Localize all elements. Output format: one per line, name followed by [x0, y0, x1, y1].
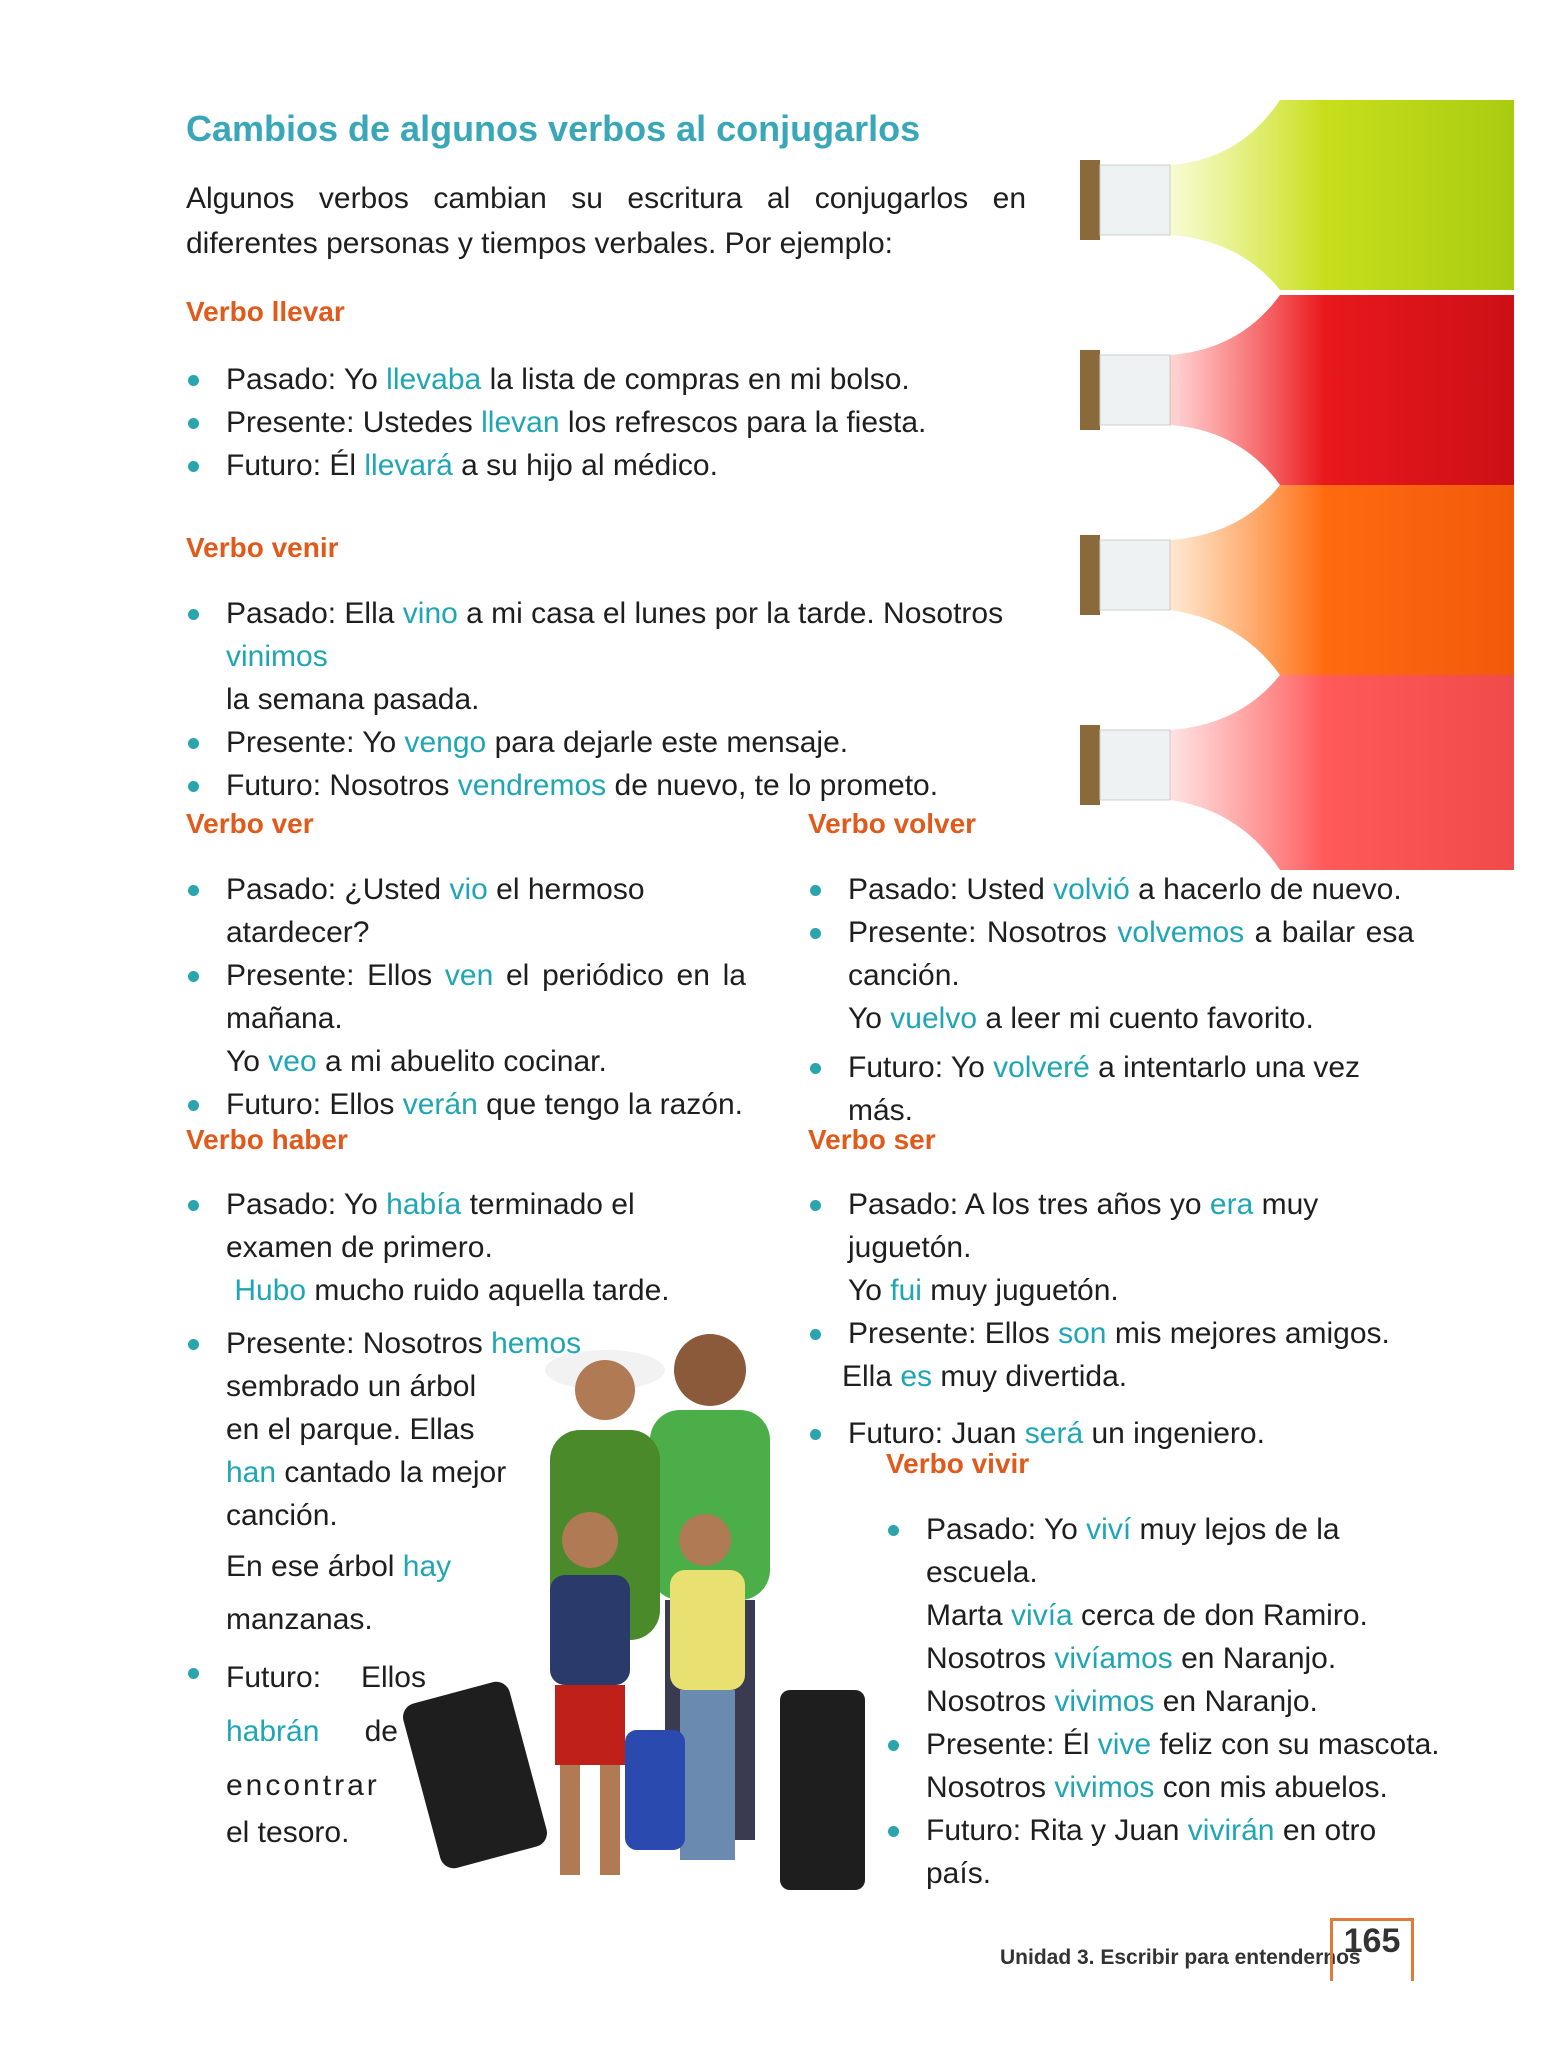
heading-ver: Verbo ver [186, 808, 314, 839]
list-item: Presente: Yo vengo para dejarle este mensaje. [186, 721, 1066, 764]
heading-vivir: Verbo vivir [886, 1448, 1030, 1479]
list-item: Futuro: Yo volveré a intentarlo una vez más. [808, 1046, 1414, 1132]
footer-unit-label: Unidad 3. Escribir para entendernos [1000, 1946, 1361, 1969]
intro-paragraph: Algunos verbos cambian su escritura al conjugarlos en diferentes personas y tiempos verbales. Por ejemplo: [186, 182, 1026, 260]
list-item: Presente: Ellos ven el periódico en la mañana. Yo veo a mi abuelito cocinar. [186, 954, 746, 1083]
page-title: Cambios de algunos verbos al conjugarlos [186, 108, 921, 149]
list-item: Futuro: Ellos habrán de encontrar el tesoro. [186, 1651, 746, 1853]
list-venir [186, 592, 1066, 807]
list-item: Pasado: Yo había terminado el examen de primero. Hubo mucho ruido aquella tarde. [186, 1183, 746, 1312]
list-ver [186, 868, 746, 1126]
list-volver [808, 868, 1414, 1132]
list-item: Pasado: A los tres años yo era muy juguetón. Yo fui muy juguetón. [808, 1183, 1414, 1312]
list-item: Futuro: Rita y Juan vivirán en otro país. [886, 1809, 1446, 1895]
list-item: Pasado: Usted volvió a hacerlo de nuevo. [808, 868, 1414, 911]
list-haber [186, 1183, 746, 1853]
list-llevar [186, 358, 1066, 487]
list-ser [808, 1183, 1414, 1455]
heading-venir: Verbo venir [186, 532, 339, 563]
list-item: Futuro: Él llevará a su hijo al médico. [186, 444, 1066, 487]
list-item: Futuro: Nosotros vendremos de nuevo, te lo prometo. [186, 764, 1066, 807]
page-number: 165 [1343, 1922, 1401, 1960]
list-item: Futuro: Ellos verán que tengo la razón. [186, 1083, 746, 1126]
list-vivir [886, 1508, 1446, 1895]
soda-bottles-image [1050, 60, 1514, 870]
heading-ser: Verbo ser [808, 1124, 936, 1155]
heading-llevar: Verbo llevar [186, 296, 345, 327]
list-item: Presente: Él vive feliz con su mascota. Nosotros vivimos con mis abuelos. [886, 1723, 1446, 1809]
list-item: Presente: Ustedes llevan los refrescos para la fiesta. [186, 401, 1066, 444]
list-item: Presente: Ellos son mis mejores amigos. Ella es muy divertida. [808, 1312, 1414, 1398]
heading-haber: Verbo haber [186, 1124, 348, 1155]
list-item: Presente: Nosotros volvemos a bailar esa canción. Yo vuelvo a leer mi cuento favorito. [808, 911, 1414, 1040]
list-item: Pasado: Yo viví muy lejos de la escuela. Marta vivía cerca de don Ramiro. Nosotros vivíamos en Naranjo. Nosotros vivimos en Naranjo. [886, 1508, 1446, 1723]
list-item: Pasado: ¿Usted vio el hermoso atardecer? [186, 868, 746, 954]
list-item: Pasado: Yo llevaba la lista de compras en mi bolso. [186, 358, 1066, 401]
list-item: Presente: Nosotros hemos sembrado un árbol en el parque. Ellas han cantado la mejor canción. En ese árbol hay manzanas. [186, 1322, 746, 1641]
list-item: Pasado: Ella vino a mi casa el lunes por la tarde. Nosotros vinimos la semana pasada. [186, 592, 1066, 721]
heading-volver: Verbo volver [808, 808, 977, 839]
list-item: Futuro: Juan será un ingeniero. [808, 1412, 1414, 1455]
